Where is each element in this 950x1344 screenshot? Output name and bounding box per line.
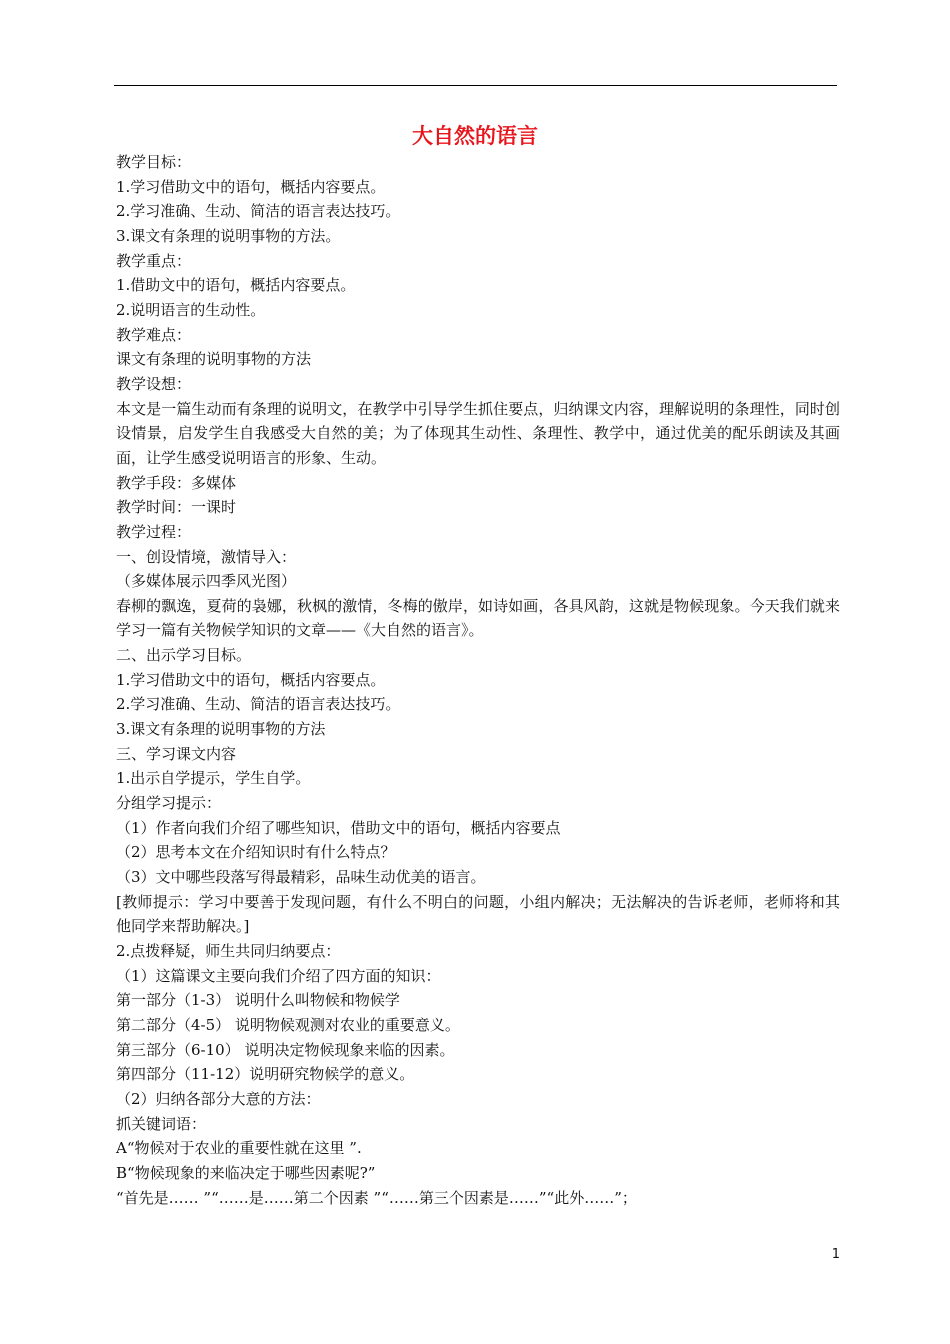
document-paragraph: 3.课文有条理的说明事物的方法 bbox=[116, 720, 326, 739]
header-rule bbox=[114, 85, 837, 86]
document-paragraph: 第四部分（11-12）说明研究物候学的意义。 bbox=[116, 1065, 415, 1084]
document-paragraph: 2.学习准确、生动、简洁的语言表达技巧。 bbox=[116, 695, 401, 714]
document-paragraph: 本文是一篇生动而有条理的说明文，在教学中引导学生抓住要点，归纳课文内容，理解说明的条理性，同时创设情景，启发学生自我感受大自然的美；为了体现其生动性、条理性、教学中，通过优美的配乐朗读及其画面，让学生感受说明语言的形象、生动。 bbox=[116, 399, 840, 467]
document-paragraph: 教学时间：一课时 bbox=[116, 498, 237, 517]
document-paragraph: 教学重点： bbox=[116, 251, 192, 270]
document-paragraph: 3.课文有条理的说明事物的方法。 bbox=[116, 226, 341, 245]
document-paragraph: （3）文中哪些段落写得最精彩，品味生动优美的语言。 bbox=[116, 868, 486, 887]
document-paragraph: （多媒体展示四季风光图） bbox=[116, 572, 297, 591]
document-paragraph: （2）归纳各部分大意的方法： bbox=[116, 1089, 321, 1108]
document-paragraph: “首先是…… ”“……是……第二个因素 ”“……第三个因素是……”“此外……”； bbox=[116, 1188, 637, 1207]
document-paragraph: A“物候对于农业的重要性就在这里 ”. bbox=[116, 1139, 362, 1158]
document-paragraph: 课文有条理的说明事物的方法 bbox=[116, 350, 312, 369]
document-paragraph: 1.出示自学提示，学生自学。 bbox=[116, 769, 311, 788]
document-paragraph: 二、出示学习目标。 bbox=[116, 646, 252, 665]
document-paragraph: 三、学习课文内容 bbox=[116, 744, 237, 763]
document-paragraph: 第三部分（6-10） 说明决定物候现象来临的因素。 bbox=[116, 1040, 455, 1059]
document-paragraph: 1.借助文中的语句，概括内容要点。 bbox=[116, 276, 356, 295]
document-paragraph: （1）作者向我们介绍了哪些知识，借助文中的语句，概括内容要点 bbox=[116, 818, 561, 837]
document-paragraph: 春柳的飘逸，夏荷的袅娜，秋枫的激情，冬梅的傲岸，如诗如画，各具风韵，这就是物候现象。今天我们就来学习一篇有关物候学知识的文章——《大自然的语言》。 bbox=[116, 596, 840, 640]
document-paragraph: 教学目标： bbox=[116, 153, 192, 171]
document-paragraph: 分组学习提示： bbox=[116, 794, 222, 813]
document-paragraph: 2.点拨释疑，师生共同归纳要点： bbox=[116, 942, 341, 960]
document-paragraph: （1）这篇课文主要向我们介绍了四方面的知识： bbox=[116, 966, 441, 985]
document-paragraph: 2.说明语言的生动性。 bbox=[116, 300, 266, 319]
document-body bbox=[116, 150, 840, 1210]
document-paragraph: 教学设想： bbox=[116, 374, 192, 393]
document-paragraph: 2.学习准确、生动、简洁的语言表达技巧。 bbox=[116, 202, 401, 221]
page-number: 1 bbox=[831, 1247, 840, 1262]
document-paragraph: 教学过程： bbox=[116, 522, 192, 541]
document-paragraph: 第二部分（4-5） 说明物候观测对农业的重要意义。 bbox=[116, 1015, 460, 1034]
document-paragraph: （2）思考本文在介绍知识时有什么特点？ bbox=[116, 843, 396, 862]
document-paragraph: 第一部分（1-3） 说明什么叫物候和物候学 bbox=[116, 991, 400, 1010]
document-paragraph: B“物候现象的来临决定于哪些因素呢?” bbox=[116, 1163, 376, 1182]
document-title: 大自然的语言 bbox=[412, 124, 538, 148]
document-paragraph: [教师提示：学习中要善于发现问题，有什么不明白的问题，小组内解决；无法解决的告诉老师，老师将和其他同学来帮助解决。] bbox=[116, 892, 840, 936]
document-paragraph: 1.学习借助文中的语句，概括内容要点。 bbox=[116, 670, 386, 689]
document-paragraph: 一、创设情境，激情导入： bbox=[116, 547, 297, 566]
document-paragraph: 抓关键词语： bbox=[116, 1114, 207, 1133]
document-paragraph: 1.学习借助文中的语句，概括内容要点。 bbox=[116, 177, 386, 196]
document-paragraph: 教学难点： bbox=[116, 325, 192, 344]
document-paragraph: 教学手段：多媒体 bbox=[116, 473, 237, 492]
